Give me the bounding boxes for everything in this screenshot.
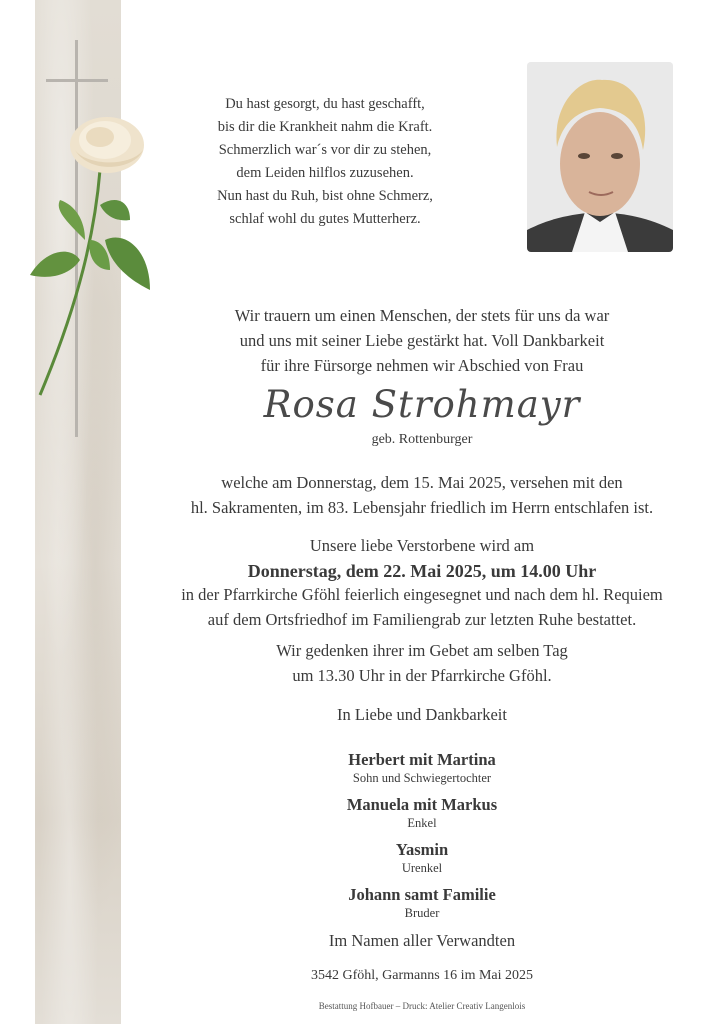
- mourner-name: Herbert mit Martina: [348, 750, 496, 769]
- intro-line: für ihre Fürsorge nehmen wir Abschied von Frau: [260, 356, 584, 375]
- passing-line: hl. Sakramenten, im 83. Lebensjahr friedlich im Herrn entschlafen ist.: [190, 498, 654, 517]
- portrait-photo: [527, 62, 673, 252]
- poem-line: Nun hast du Ruh, bist ohne Schmerz,: [217, 188, 433, 204]
- cross-horizontal: [46, 79, 108, 82]
- mourner-relation: Urenkel: [401, 861, 443, 875]
- funeral-notice: [120, 534, 724, 632]
- passing-notice: [120, 470, 724, 520]
- footer-credits: Bestattung Hofbauer – Druck: Atelier Creativ Langenlois: [318, 1001, 526, 1011]
- birth-name: geb. Rottenburger: [371, 432, 473, 447]
- funeral-line: Unsere liebe Verstorbene wird am: [309, 536, 535, 555]
- passing-line: welche am Donnerstag, dem 15. Mai 2025, versehen mit den: [221, 473, 623, 492]
- funeral-date: Donnerstag, dem 22. Mai 2025, um 14.00 Uhr: [247, 560, 597, 581]
- prayer-notice: [120, 639, 724, 688]
- prayer-line: Wir gedenken ihrer im Gebet am selben Tag: [276, 641, 568, 660]
- poem-line: dem Leiden hilflos zuzusehen.: [236, 165, 414, 181]
- poem: [170, 93, 480, 231]
- mourner-name: Johann samt Familie: [348, 885, 496, 904]
- intro-line: und uns mit seiner Liebe gestärkt hat. Voll Dankbarkeit: [239, 331, 605, 350]
- intro-line: Wir trauern um einen Menschen, der stets für uns da war: [234, 306, 610, 325]
- all-relatives: Im Namen aller Verwandten: [328, 931, 516, 950]
- mourner-relation: Bruder: [404, 906, 440, 920]
- mourner-relation: Sohn und Schwiegertochter: [352, 771, 492, 785]
- funeral-line: in der Pfarrkirche Gföhl feierlich eingesegnet und nach dem hl. Requiem: [181, 585, 663, 604]
- poem-line: Du hast gesorgt, du hast geschafft,: [225, 96, 425, 112]
- poem-line: schlaf wohl du gutes Mutterherz.: [229, 211, 421, 227]
- mourner-name: Yasmin: [395, 840, 449, 859]
- place-date: 3542 Gföhl, Garmanns 16 im Mai 2025: [310, 968, 534, 983]
- deceased-name: Rosa Strohmayr: [263, 383, 581, 426]
- prayer-line: um 13.30 Uhr in der Pfarrkirche Gföhl.: [292, 665, 552, 685]
- mourners-list: [120, 750, 724, 930]
- poem-line: Schmerzlich war´s vor dir zu stehen,: [218, 142, 432, 158]
- poem-line: bis dir die Krankheit nahm die Kraft.: [217, 119, 433, 135]
- mourner-name: Manuela mit Markus: [346, 795, 498, 814]
- closing-phrase: In Liebe und Dankbarkeit: [337, 705, 507, 724]
- intro-text: [120, 303, 724, 378]
- mourner-relation: Enkel: [407, 816, 437, 830]
- funeral-line: auf dem Ortsfriedhof im Familiengrab zur letzten Ruhe bestattet.: [207, 609, 637, 629]
